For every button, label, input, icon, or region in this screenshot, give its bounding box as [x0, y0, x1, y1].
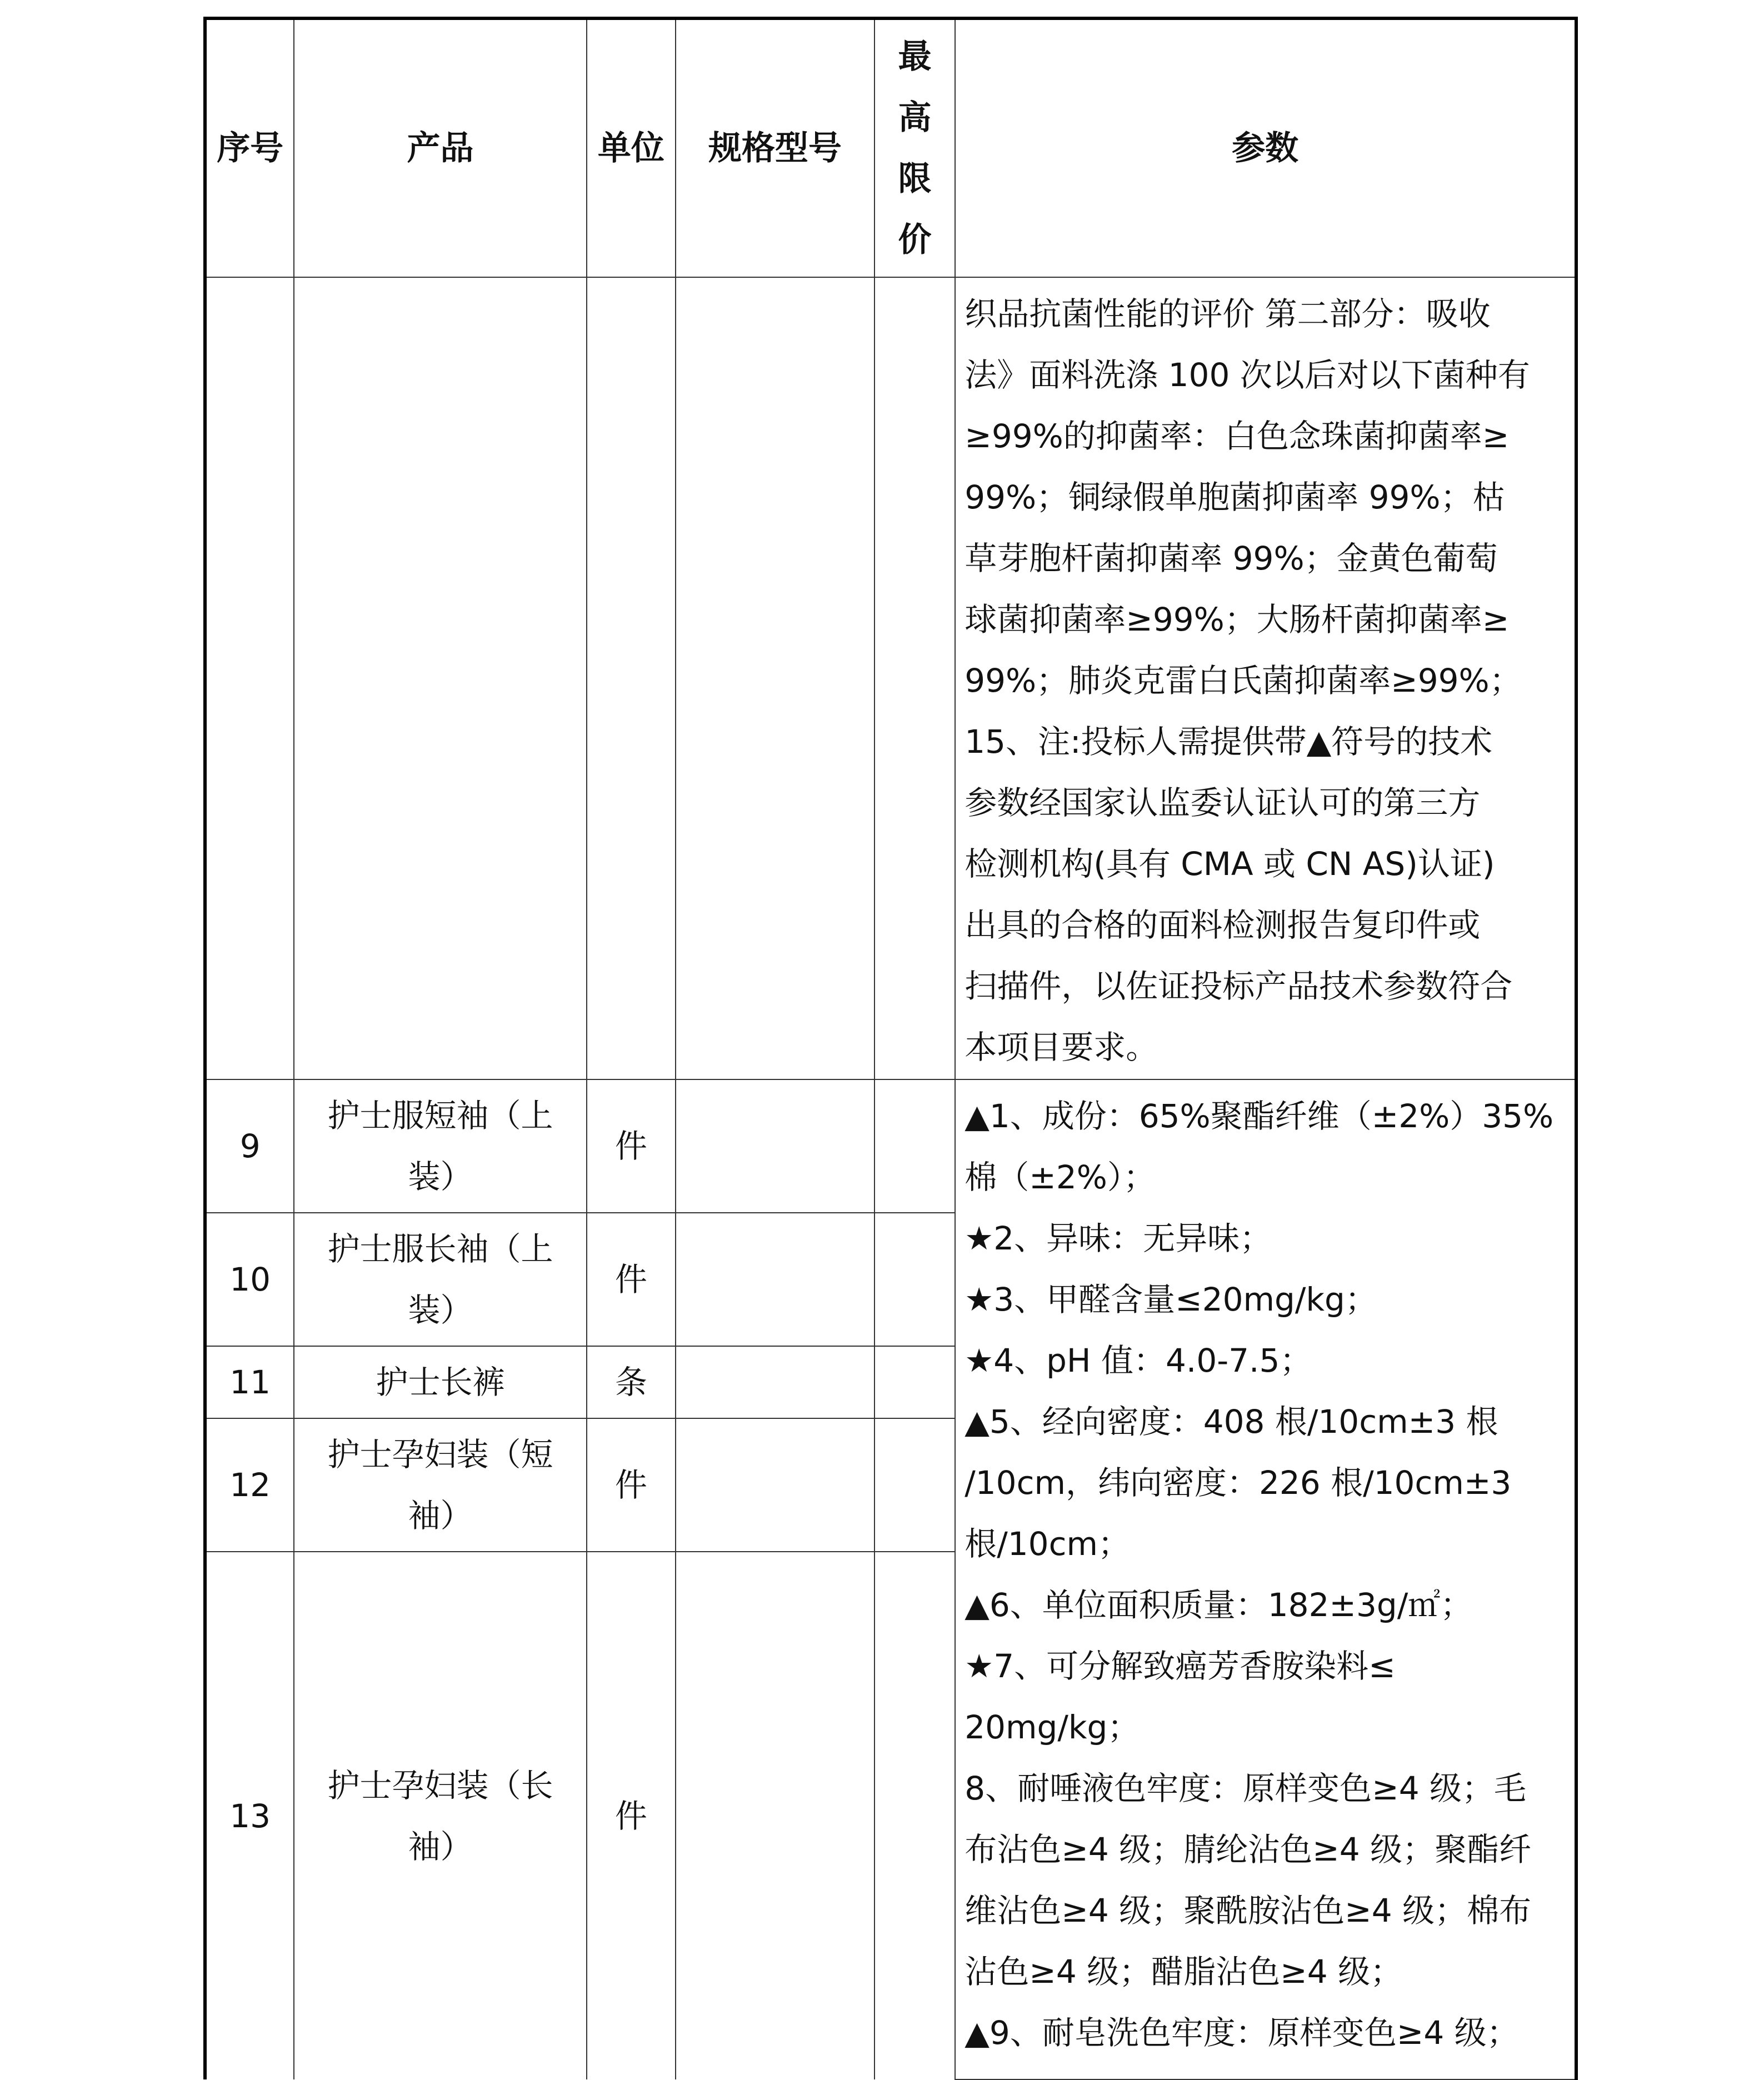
cell-spec	[676, 1346, 874, 1418]
cell-spec-empty	[676, 277, 874, 1079]
param-line: ▲1、成份：65%聚酯纤维（±2%）35%	[965, 1097, 1554, 1135]
header-product: 产品	[294, 18, 586, 277]
param-line: /10cm，纬向密度：226 根/10cm±3	[965, 1464, 1512, 1502]
cell-product	[294, 1418, 586, 1552]
product-line: 护士长裤	[376, 1363, 505, 1401]
header-params: 参数	[955, 18, 1576, 277]
cell-unit-empty	[587, 277, 676, 1079]
param-line: ≥99%的抑菌率：白色念珠菌抑菌率≥	[965, 417, 1510, 455]
header-row	[205, 18, 1576, 277]
param-line: ★4、pH 值：4.0-7.5；	[965, 1342, 1312, 1379]
param-line: 20mg/kg；	[965, 1708, 1140, 1746]
cell-no-empty	[205, 277, 294, 1079]
cell-unit: 条	[587, 1346, 676, 1418]
header-no: 序号	[205, 18, 294, 277]
product-line: 护士服短袖（上	[327, 1097, 553, 1134]
cell-product	[294, 1079, 586, 1213]
header-spec: 规格型号	[676, 18, 874, 277]
cell-price	[874, 1346, 955, 1418]
cell-spec	[676, 1213, 874, 1346]
cell-product	[294, 1552, 586, 2079]
product-line: 护士孕妇装（长	[327, 1766, 553, 1804]
group-params	[955, 1079, 1576, 2079]
cell-spec	[676, 1418, 874, 1552]
product-line: 护士服长袖（上	[327, 1230, 553, 1268]
product-line: 护士孕妇装（短	[327, 1436, 553, 1473]
cell-unit: 件	[587, 1418, 676, 1552]
header-unit: 单位	[587, 18, 676, 277]
param-line: 根/10cm；	[965, 1525, 1130, 1563]
param-line: 布沾色≥4 级；腈纶沾色≥4 级；聚酯纤	[965, 1831, 1532, 1868]
procurement-spec-table	[203, 17, 1578, 2080]
product-line: 装）	[408, 1291, 473, 1329]
param-line: ▲9、耐皂洗色牢度：原样变色≥4 级；	[965, 2014, 1519, 2052]
param-line: 本项目要求。	[965, 1028, 1158, 1066]
cell-product	[294, 1346, 586, 1418]
cell-spec	[676, 1079, 874, 1213]
param-line: 99%；肺炎克雷白氏菌抑菌率≥99%；	[965, 662, 1522, 699]
cell-no: 11	[205, 1346, 294, 1418]
cell-price	[874, 1213, 955, 1346]
header-max-price-char: 最	[898, 37, 932, 76]
cell-no: 10	[205, 1213, 294, 1346]
table-row	[205, 1079, 1576, 1213]
cell-spec	[676, 1552, 874, 2079]
cell-price-empty	[874, 277, 955, 1079]
param-line: 扫描件，以佐证投标产品技术参数符合	[965, 967, 1513, 1005]
cell-unit: 件	[587, 1552, 676, 2079]
param-line: 出具的合格的面料检测报告复印件或	[965, 906, 1481, 944]
param-line: ★3、甲醛含量≤20mg/kg；	[965, 1281, 1377, 1318]
cell-product	[294, 1213, 586, 1346]
header-max-price	[874, 18, 955, 277]
param-line: 8、耐唾液色牢度：原样变色≥4 级；毛	[965, 1769, 1527, 1807]
cell-no: 12	[205, 1418, 294, 1552]
param-line: 球菌抑菌率≥99%；大肠杆菌抑菌率≥	[965, 601, 1510, 638]
param-line: 维沾色≥4 级；聚酰胺沾色≥4 级；棉布	[965, 1892, 1532, 1929]
param-line: 15、注:投标人需提供带▲符号的技术	[965, 723, 1493, 761]
param-line: 棉（±2%）；	[965, 1158, 1156, 1196]
param-line: ★2、异味：无异味；	[965, 1219, 1272, 1257]
cell-no: 9	[205, 1079, 294, 1213]
param-line: 草芽胞杆菌抑菌率 99%；金黄色葡萄	[965, 539, 1498, 577]
param-line: 99%；铜绿假单胞菌抑菌率 99%；枯	[965, 478, 1505, 516]
product-line: 装）	[408, 1158, 473, 1196]
header-max-price-char: 限	[898, 159, 932, 198]
cell-no: 13	[205, 1552, 294, 2079]
param-line: ▲6、单位面积质量：182±3g/㎡；	[965, 1586, 1473, 1624]
param-line: 参数经国家认监委认证认可的第三方	[965, 784, 1481, 822]
product-line: 袖）	[408, 1827, 473, 1866]
cell-price	[874, 1079, 955, 1213]
header-max-price-char: 价	[898, 221, 932, 259]
header-max-price-char: 高	[898, 98, 932, 137]
param-line: 沾色≥4 级；醋脂沾色≥4 级；	[965, 1953, 1403, 1991]
param-line: 织品抗菌性能的评价 第二部分：吸收	[965, 295, 1491, 333]
param-line: ▲5、经向密度：408 根/10cm±3 根	[965, 1403, 1498, 1441]
continuation-params	[955, 277, 1576, 1079]
product-line: 袖）	[408, 1497, 473, 1534]
continuation-row	[205, 277, 1576, 1079]
cell-product-empty	[294, 277, 586, 1079]
param-line: 法》面料洗涤 100 次以后对以下菌种有	[965, 356, 1530, 394]
param-line: 检测机构(具有 CMA 或 CN AS)认证)	[965, 845, 1495, 883]
cell-unit: 件	[587, 1213, 676, 1346]
cell-price	[874, 1418, 955, 1552]
param-line: ★7、可分解致癌芳香胺染料≤	[965, 1647, 1396, 1685]
cell-unit: 件	[587, 1079, 676, 1213]
cell-price	[874, 1552, 955, 2079]
